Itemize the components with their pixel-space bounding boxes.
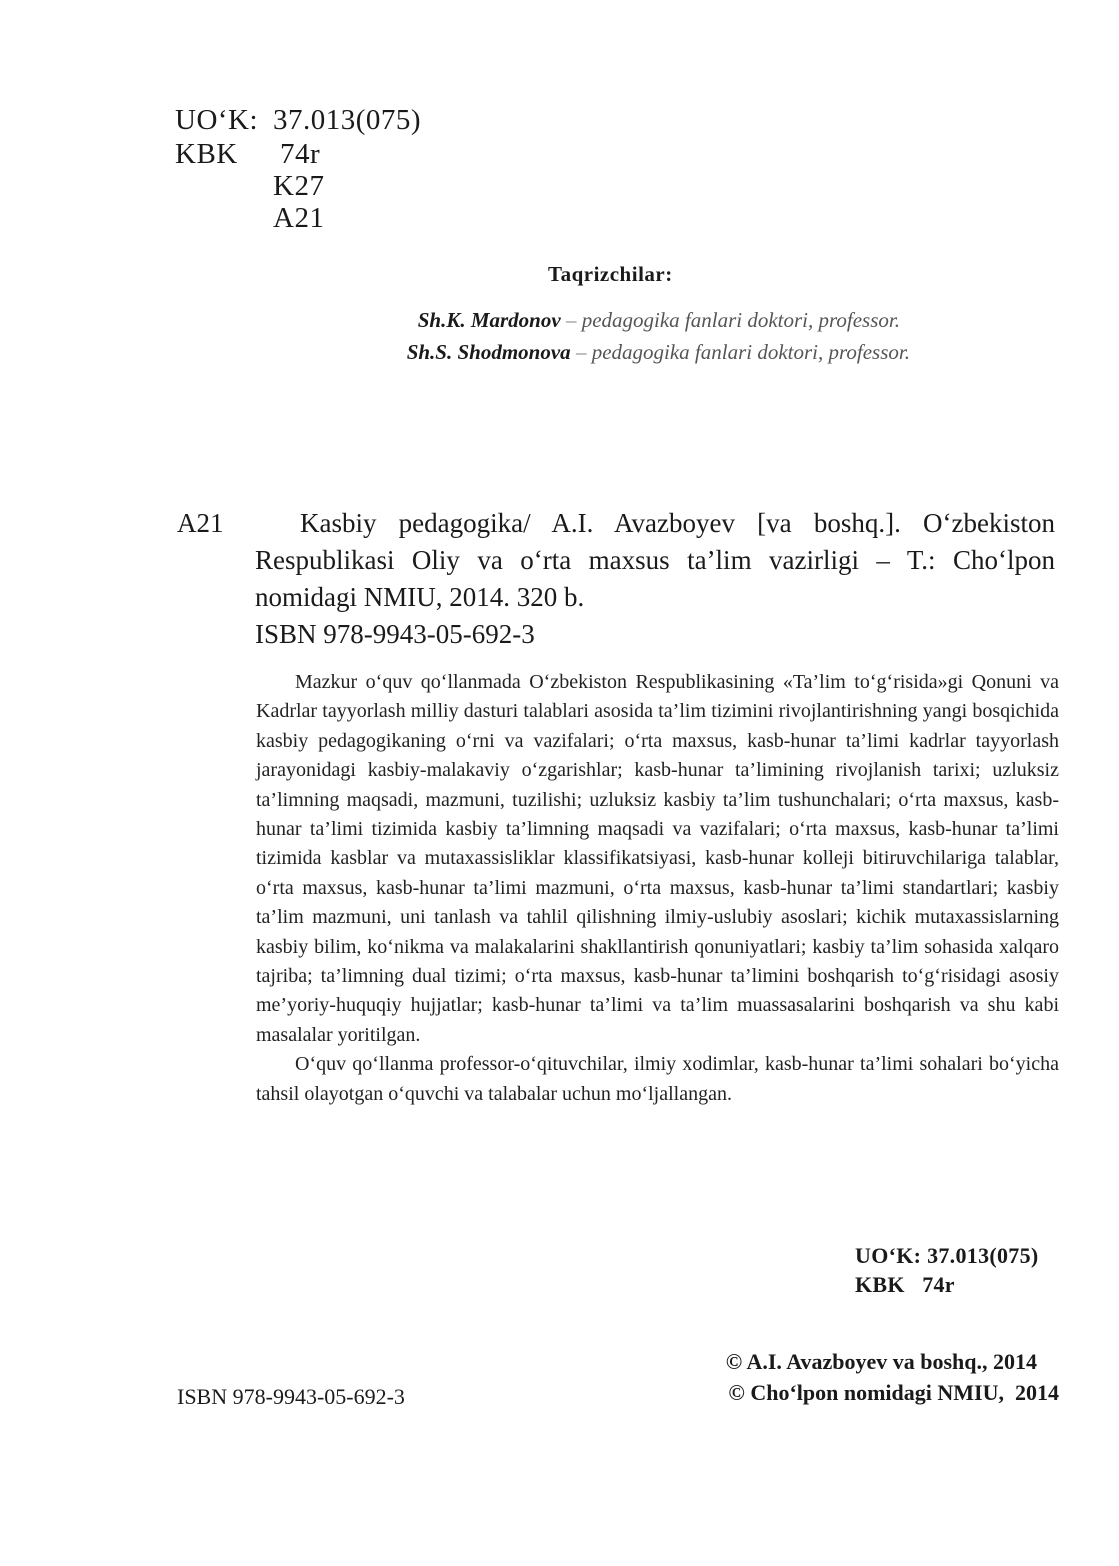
annotation <box>256 668 1059 1109</box>
bbk-value-2: K27 <box>273 170 325 202</box>
reviewer-1-role: pedagogika fanlari doktori, professor. <box>581 308 900 332</box>
reviewer-2 <box>407 340 910 365</box>
bib-line-1: Kasbiy pedagogika/ A.I. Avazboyev [va boshq.]. O‘zbekiston <box>300 508 1055 538</box>
udk-value: 37.013(075) <box>273 104 422 136</box>
reviewer-2-name: Sh.S. Shodmonova <box>406 340 571 364</box>
bbk-value-3: A21 <box>273 202 325 234</box>
copyright-author: © A.I. Avazboyev va boshq., 2014 <box>725 1349 1037 1374</box>
copyright-publisher: © Cho‘lpon nomidagi NMIU, 2014 <box>728 1380 1059 1405</box>
annotation-paragraph-1: Mazkur o‘quv qo‘llanmada O‘zbekiston Respublikasining «Ta’lim to‘g‘risida»gi Qonuni va Kadrlar tayyorlash milliy dasturi talablari asosida ta’lim tizimini rivojlantirishning yangi bosqichida kasbiy pedagogikaning o‘rni va vazifalari; o‘rta maxsus, kasb-hunar ta’limi kadrlar tayyorlash jarayonidagi kasbiy-malakaviy o‘zgarishlar; kasb-hunar ta’limining rivojlanish tarixi; uzluksiz ta’limning maqsadi, mazmuni, tuzilishi; uzluksiz kasbiy ta’lim tushunchalari; o‘rta maxsus, kasb-hunar ta’limi tizimida kasbiy ta’limning maqsadi va vazifalari; o‘rta maxsus, kasb-hunar ta’limi tizimida kasblar va mutaxassisliklar klassifikatsiyasi, kasb-hunar kolleji bitiruvchilariga talablar, o‘rta maxsus, kasb-hunar ta’limi mazmuni, o‘rta maxsus, kasb-hunar ta’limi standartlari; kasbiy ta’lim mazmuni, uni tanlash va tahlil qilishning ilmiy-uslubiy asoslari; kichik mutaxassislarning kasbiy bilim, ko‘nikma va malakalarini shakllantirish qonuniyatlari; kasbiy ta’lim sohasida xalqaro tajriba; ta’limning dual tizimi; o‘rta maxsus, kasb-hunar ta’limini boshqarish to‘g‘risidagi asosiy me’yoriy-huquqiy hujjatlar; kasb-hunar ta’limi va ta’lim muassasalarini boshqarish va shu kabi masalalar yoritilgan. <box>256 671 1059 1046</box>
udk-label: UO‘K: <box>175 104 259 136</box>
footer-isbn: ISBN 978-9943-05-692-3 <box>177 1384 405 1409</box>
reviewer-1-dash: – <box>560 308 582 332</box>
reviewer-1 <box>418 308 900 333</box>
bottom-udk: UO‘K: 37.013(075) <box>855 1243 1039 1268</box>
reviewers-heading: Taqrizchilar: <box>548 262 673 286</box>
reviewer-2-dash: – <box>570 340 592 364</box>
bib-line-2: Respublikasi Oliy va o‘rta maxsus ta’lim vazirligi – T.: Cho‘lpon <box>255 545 1055 575</box>
reviewer-2-role: pedagogika fanlari doktori, professor. <box>591 340 910 364</box>
annotation-paragraph-2: O‘quv qo‘llanma professor-o‘qituvchilar, ilmiy xodimlar, kasb-hunar ta’limi sohalari bo‘yicha tahsil olayotgan o‘quvchi va talabalar uchun mo‘ljallangan. <box>256 1053 1059 1105</box>
bbk-label: KBK <box>175 138 238 170</box>
bib-line-3: nomidagi NMIU, 2014. 320 b. <box>255 582 585 612</box>
reviewer-1-name: Sh.K. Mardonov <box>417 308 561 332</box>
bib-isbn: ISBN 978-9943-05-692-3 <box>255 619 535 649</box>
author-code: A21 <box>177 508 224 538</box>
bbk-value-1: 74r <box>280 138 321 170</box>
bottom-bbk: KBK 74r <box>855 1272 955 1297</box>
